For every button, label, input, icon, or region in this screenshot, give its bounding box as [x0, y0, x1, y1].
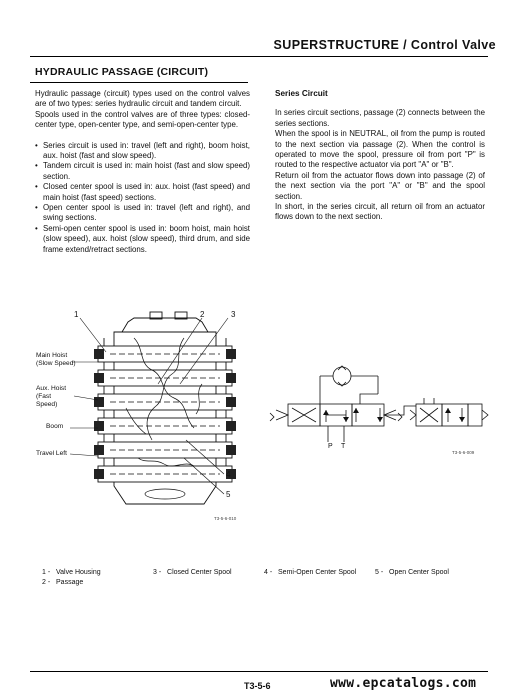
bullet-item: • Open center spool is used in: travel (left and right), and swing sections. — [35, 203, 250, 224]
page-header — [0, 38, 518, 52]
right-paragraph-4: In short, in the series circuit, all return oil from an actuator flows down to the next section. — [275, 202, 485, 222]
left-text-column — [35, 89, 250, 255]
label-aux-hoist: Aux. Hoist (Fast Speed) — [36, 385, 67, 408]
series-circuit-schematic — [266, 360, 490, 460]
control-valve-drawing — [34, 308, 258, 528]
footer-rule — [30, 671, 488, 672]
label-main-hoist: Main Hoist (Slow Speed) — [36, 352, 76, 367]
legend-group-1 — [42, 568, 101, 587]
port-p-label: P — [328, 443, 333, 450]
legend-item: 5 - Open Center Spool — [375, 569, 449, 576]
port-t-label: T — [341, 443, 346, 450]
section-rule — [30, 82, 248, 83]
callout-2: 2 — [200, 310, 205, 319]
legend-item: 4 - Semi-Open Center Spool — [264, 569, 357, 576]
series-circuit-title: Series Circuit — [275, 89, 328, 98]
left-paragraph-1: Hydraulic passage (circuit) types used on the control valves are of two types: series hydraulic circuit and tandem circuit. — [35, 89, 250, 109]
right-paragraph-1: In series circuit sections, passage (2) connects between the series sections. — [275, 108, 485, 128]
bullet-item: • Series circuit is used in: travel (left and right), boom hoist, aux. hoist (fast and slow speed). — [35, 141, 250, 162]
right-paragraph-2: When the spool is in NEUTRAL, oil from the pump is routed to the next section via passage (2). When the control is operated to move the spool, pressure oil from port "P" is routed to the respective actuator via port "A" or "B". — [275, 129, 485, 170]
label-travel-left: Travel Left — [36, 450, 67, 457]
label-boom: Boom — [46, 423, 64, 430]
right-text-column — [275, 89, 485, 223]
callout-1: 1 — [74, 310, 79, 319]
legend-item: 2 - Passage — [42, 578, 84, 586]
legend-item: 1 - Valve Housing — [42, 569, 101, 576]
callout-4: 4 — [226, 470, 231, 479]
watermark-link[interactable]: www.epcatalogs.com — [330, 676, 477, 691]
callout-3: 3 — [231, 310, 236, 319]
legend-item: 3 - Closed Center Spool — [153, 569, 232, 576]
bullet-item: • Semi-open center spool is used in: boom hoist, main hoist (slow speed), aux. hoist (slow speed), third drum, and side frame extend/retract sections. — [35, 224, 250, 255]
page-number: T3-5-6 — [244, 681, 271, 691]
left-paragraph-2: Spools used in the control valves are of three types: closed-center type, open-center type, and semi-open-center type. — [35, 109, 250, 130]
header-rule — [30, 56, 488, 57]
bullet-item: • Closed center spool is used in: aux. hoist (fast speed) and main hoist (fast speed) sections. — [35, 182, 250, 203]
callout-5: 5 — [226, 490, 231, 499]
figure-right-code: T3-5-6-009 — [452, 450, 475, 455]
header-title: SUPERSTRUCTURE / Control Valve — [273, 38, 496, 52]
section-title: HYDRAULIC PASSAGE (CIRCUIT) — [35, 66, 209, 78]
bullet-item: • Tandem circuit is used in: main hoist (fast and slow speed) section. — [35, 161, 250, 182]
figure-left-code: T3-5-6-010 — [214, 516, 237, 521]
right-paragraph-3: Return oil from the actuator flows down into passage (2) of the next section via the port "A" or "B" and the spool section. — [275, 170, 485, 201]
